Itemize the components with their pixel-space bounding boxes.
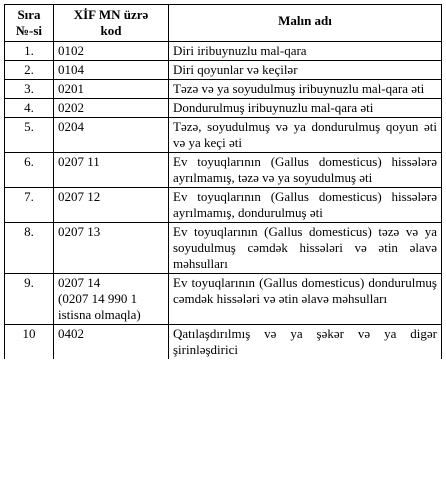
header-code: XİF MN üzrə kod [54,5,169,42]
table-row [5,61,442,80]
goods-name-cell: Dondurulmuş iribuynuzlu mal-qara əti [169,99,442,118]
code-cell: 0207 13 [54,223,169,274]
goods-name-cell: Təzə, soyudulmuş və ya dondurulmuş qoyun əti və ya keçi əti [169,118,442,153]
header-row-number: Sıra №-si [5,5,54,42]
goods-name-cell: Ev toyuqlarının (Gallus domesticus) təzə və ya soyudulmuş cəmdək hissələri və ətin əlavə məhsulları [169,223,442,274]
code-cell: 0201 [54,80,169,99]
goods-name-cell: Ev toyuqlarının (Gallus domesticus) hissələrə ayrılmamış, dondurulmuş əti [169,188,442,223]
row-number-cell: 5. [5,118,54,153]
table-row [5,274,442,325]
header-goods-name: Malın adı [169,5,442,42]
code-cell: 0104 [54,61,169,80]
code-cell: 0207 11 [54,153,169,188]
table-header-row [5,5,442,42]
code-cell: 0204 [54,118,169,153]
code-cell: 0207 12 [54,188,169,223]
goods-name-cell: Ev toyuqlarının (Gallus domesticus) dondurulmuş cəmdək hissələri və ətin əlavə məhsulları [169,274,442,325]
goods-name-cell: Təzə və ya soyudulmuş iribuynuzlu mal-qara əti [169,80,442,99]
table-row [5,118,442,153]
row-number-cell: 9. [5,274,54,325]
row-number-cell: 2. [5,61,54,80]
table-row [5,42,442,61]
goods-name-cell: Qatılaşdırılmış və ya şəkər və ya digər şirinləşdirici [169,325,442,360]
code-cell: 0202 [54,99,169,118]
row-number-cell: 1. [5,42,54,61]
table-row [5,99,442,118]
row-number-cell: 8. [5,223,54,274]
code-cell: 0402 [54,325,169,360]
row-number-cell: 4. [5,99,54,118]
row-number-cell: 10 [5,325,54,360]
goods-name-cell: Ev toyuqlarının (Gallus domesticus) hissələrə ayrılmamış, təzə və ya soyudulmuş əti [169,153,442,188]
goods-code-table [4,4,442,359]
table-row [5,223,442,274]
row-number-cell: 3. [5,80,54,99]
goods-name-cell: Diri iribuynuzlu mal-qara [169,42,442,61]
row-number-cell: 7. [5,188,54,223]
code-cell: 0102 [54,42,169,61]
code-cell: 0207 14 (0207 14 990 1 istisna olmaqla) [54,274,169,325]
table-row [5,80,442,99]
table-row [5,153,442,188]
row-number-cell: 6. [5,153,54,188]
goods-name-cell: Diri qoyunlar və keçilər [169,61,442,80]
table-row [5,325,442,360]
table-row [5,188,442,223]
